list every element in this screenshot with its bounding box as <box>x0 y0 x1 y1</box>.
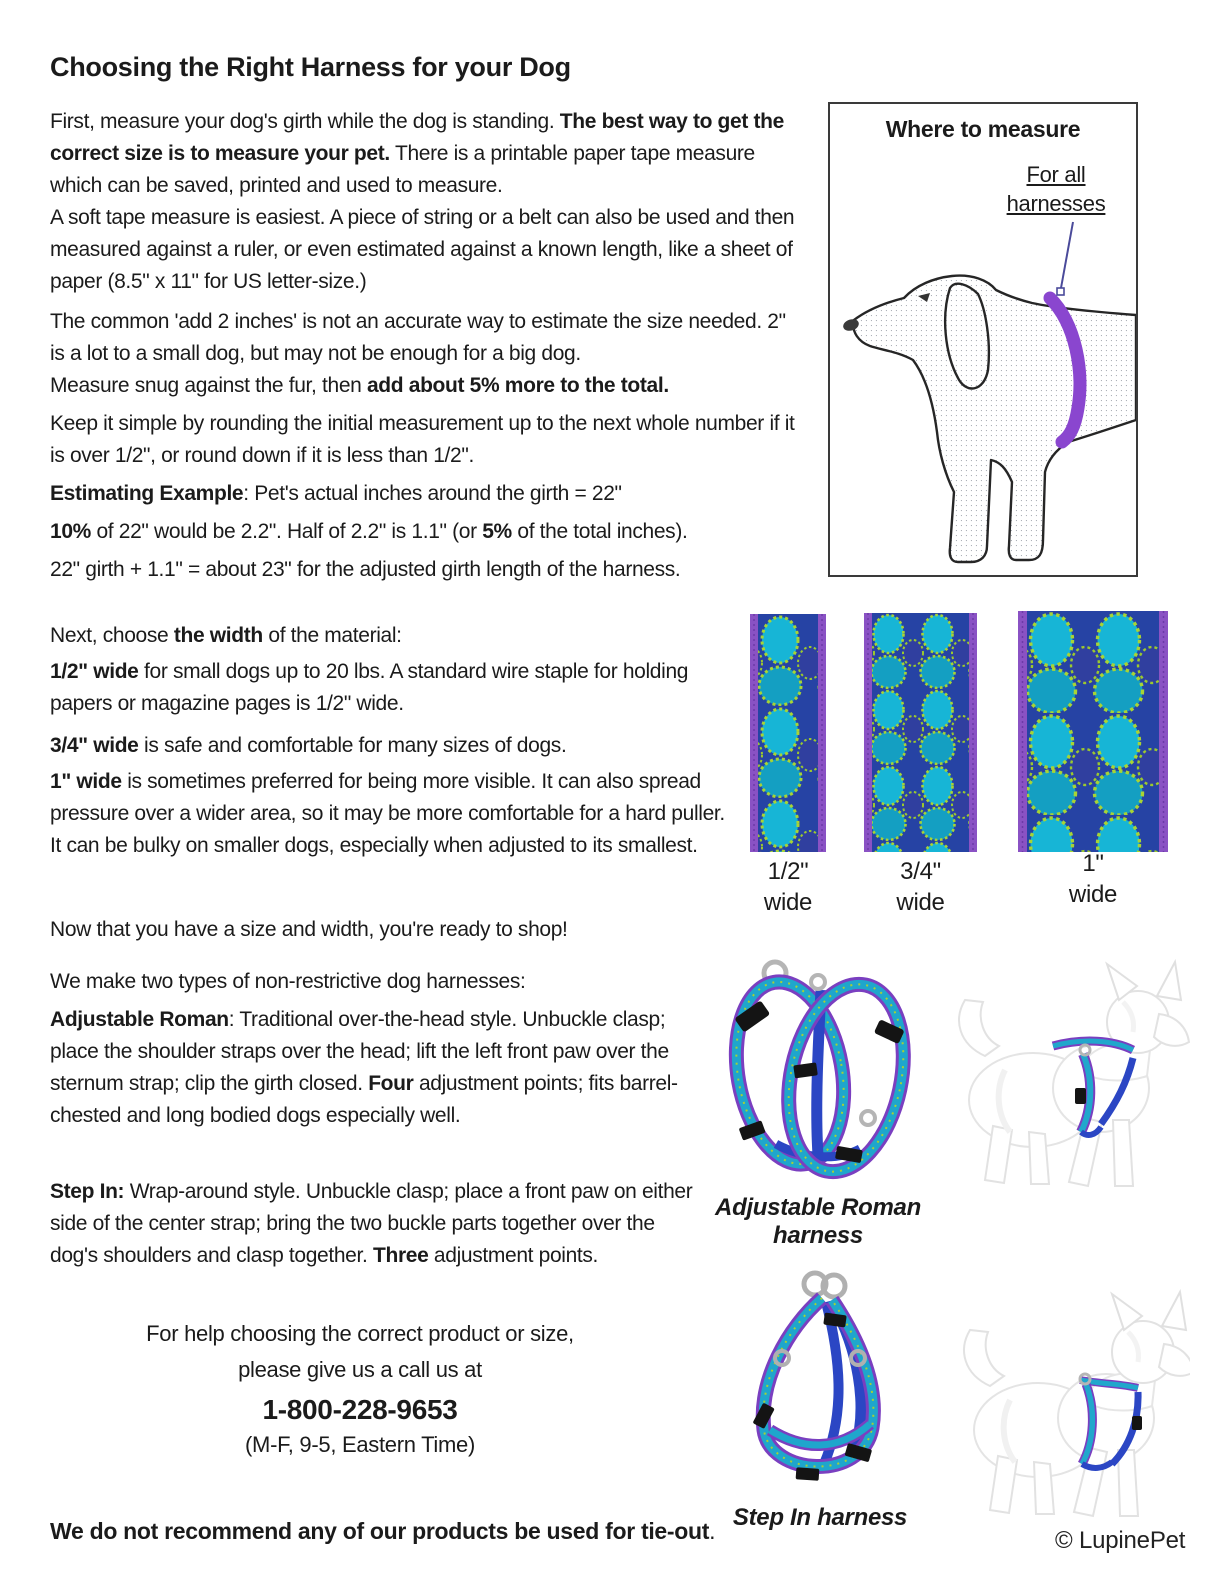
metal-ring-icon <box>861 1111 875 1125</box>
roman-harness-mannequin-photo <box>935 950 1190 1195</box>
buckle-icon <box>1075 1088 1086 1104</box>
paragraph-one-inch: 1" wide is sometimes preferred for being more visible. It can also spread pressure over a wider area, so it may be more comfortable for a hard puller. It can be bulky on smaller dogs, especially when adjusted to its smallest. <box>50 770 725 857</box>
callout-leader-line <box>1061 222 1073 288</box>
paragraph-rounding: Keep it simple by rounding the initial measurement up to the next whole number if it is over 1/2", or round down if it is less than 1/2". <box>50 412 795 467</box>
paragraph-three-quarter: 3/4" wide is safe and comfortable for many sizes of dogs. <box>50 734 567 757</box>
caption-stepin-harness: Step In harness <box>732 1504 908 1531</box>
paragraph-soft-tape: A soft tape measure is easiest. A piece of string or a belt can also be used and then measured against a ruler, or even estimated against a known length, like a sheet of paper (8.5" x 11" for US letter-size.) <box>50 206 795 293</box>
webbing-label-three-quarter-inch: 3/4" wide <box>896 858 945 916</box>
paragraph-girth-total: 22" girth + 1.1" = about 23" for the adjusted girth length of the harness. <box>50 558 681 581</box>
phone-number: 1-800-228-9653 <box>262 1394 458 1425</box>
callout-leader-marker <box>1057 288 1064 295</box>
metal-ring-icon <box>811 975 825 989</box>
paragraph-half-inch: 1/2" wide for small dogs up to 20 lbs. A standard wire staple for holding papers or magazine pages is 1/2" wide. <box>50 660 689 715</box>
paragraph-estimating-example: Estimating Example: Pet's actual inches around the girth = 22" <box>50 482 622 505</box>
stepin-harness-product-photo <box>730 1262 910 1512</box>
paragraph-step-in: Step In: Wrap-around style. Unbuckle clasp; place a front paw on either side of the center strap; bring the two buckle parts together over the dog's shoulders and clasp together. Three adjustment points. <box>50 1180 693 1267</box>
contact-hours: (M-F, 9-5, Eastern Time) <box>245 1432 475 1457</box>
where-to-measure-box <box>828 102 1138 577</box>
webbing-swatch-one-inch <box>1018 611 1168 852</box>
measure-callout <box>990 160 1122 218</box>
paragraph-measure-snug: Measure snug against the fur, then add about 5% more to the total. <box>50 374 669 397</box>
webbing-swatch-three-quarter-inch <box>864 613 977 852</box>
measure-callout-line2: harnesses <box>1006 191 1106 216</box>
dog-outline <box>853 276 1136 562</box>
page-title: Choosing the Right Harness for your Dog <box>50 52 571 82</box>
webbing-label-one-inch: 1" wide <box>1068 850 1118 908</box>
contact-line2: please give us a call us at <box>238 1357 482 1382</box>
stepin-harness-mannequin-photo <box>940 1280 1190 1535</box>
paragraph-choose-width: Next, choose the width of the material: <box>50 624 402 647</box>
measure-callout-line1: For all <box>1026 162 1086 187</box>
paragraph-ten-percent: 10% of 22" would be 2.2". Half of 2.2" is 1.1" (or 5% of the total inches). <box>50 520 688 543</box>
paragraph-ready-to-shop: Now that you have a size and width, you're ready to shop! <box>50 918 568 941</box>
webbing-label-half-inch: 1/2" wide <box>763 858 813 916</box>
paragraph-measure-first: First, measure your dog's girth while the dog is standing. The best way to get the correct size is to measure your pet. There is a printable paper tape measure which can be saved, printed and used to measure. <box>50 110 784 197</box>
footer-note: We do not recommend any of our products be used for tie-out. <box>50 1518 716 1544</box>
paragraph-two-types: We make two types of non-restrictive dog harnesses: <box>50 970 526 993</box>
webbing-swatch-half-inch <box>750 614 826 852</box>
caption-roman-harness: Adjustable Roman harness <box>715 1194 921 1249</box>
paragraph-add-2-inches: The common 'add 2 inches' is not an accurate way to estimate the size needed. 2" is a lot to a small dog, but may not be enough for a big dog. <box>50 310 786 365</box>
measure-box-title: Where to measure <box>885 116 1081 142</box>
contact-block <box>90 1316 630 1460</box>
contact-line1: For help choosing the correct product or size, <box>146 1321 574 1346</box>
buckle-icon <box>1132 1416 1142 1430</box>
copyright: © LupinePet <box>1055 1527 1186 1554</box>
paragraph-adjustable-roman: Adjustable Roman: Traditional over-the-head style. Unbuckle clasp; place the shoulder straps over the head; lift the left front paw over the sternum strap; clip the girth closed. Four adjustment points; fits barrel-chested and long bodied dogs especially well. <box>50 1008 678 1127</box>
roman-harness-product-photo <box>718 948 918 1193</box>
